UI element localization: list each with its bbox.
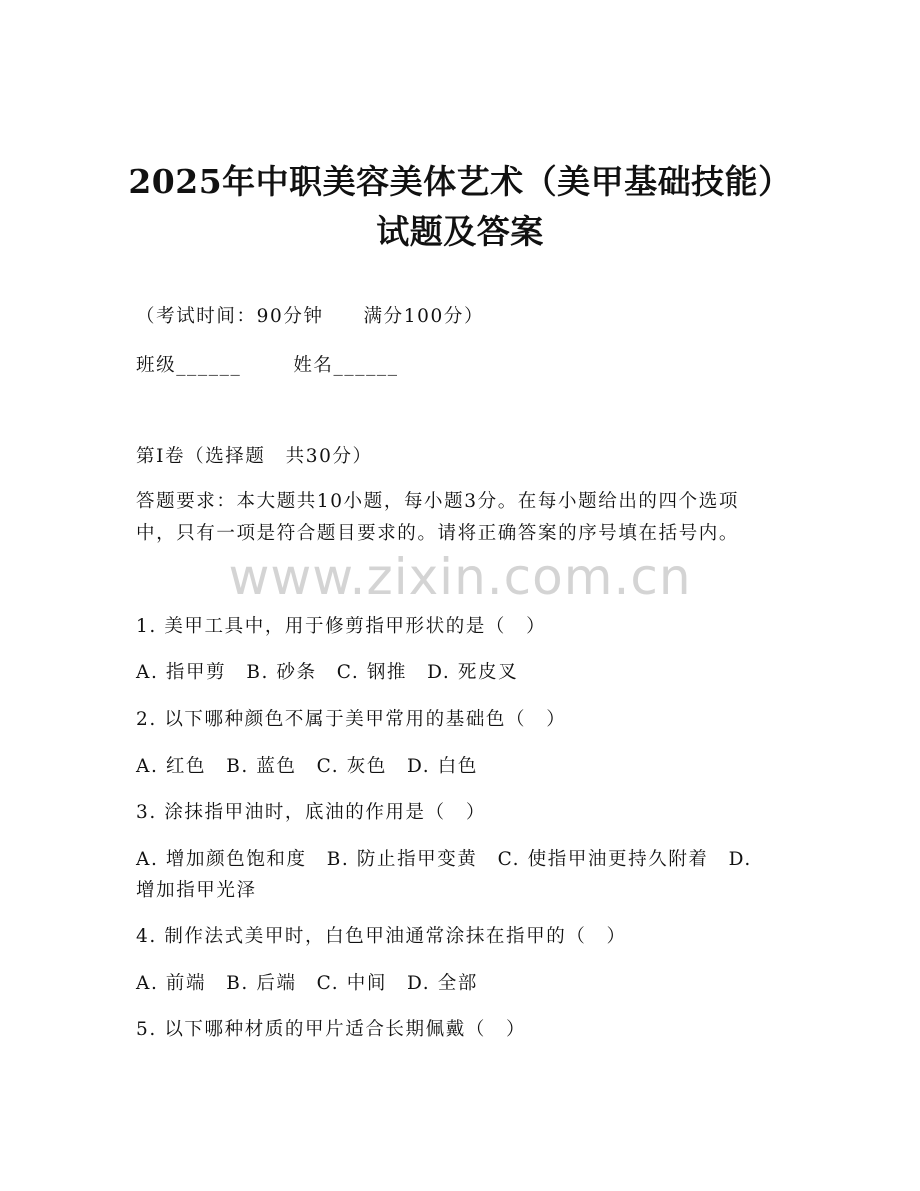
exam-info-line (136, 302, 484, 328)
question-stem: 1. 美甲工具中，用于修剪指甲形状的是（ ） (136, 616, 547, 637)
section-title: 第I卷（选择题 共30分） (136, 446, 373, 467)
question-options-continued: 增加指甲光泽 (136, 880, 257, 901)
exam-time: （考试时间：90分钟 (136, 306, 324, 327)
question-options: A. 前端 B. 后端 C. 中间 D. 全部 (136, 973, 478, 994)
requirement-text-line1: 答题要求：本大题共10小题，每小题3分。在每小题给出的四个选项 (136, 491, 739, 512)
question-options: A. 指甲剪 B. 砂条 C. 钢推 D. 死皮叉 (136, 662, 519, 683)
watermark: www.zixin.com.cn (228, 548, 692, 606)
document-subtitle: 试题及答案 (376, 212, 544, 251)
question-options: A. 红色 B. 蓝色 C. 灰色 D. 白色 (136, 756, 478, 777)
question-stem: 4. 制作法式美甲时，白色甲油通常涂抹在指甲的（ ） (136, 926, 627, 947)
document-title: 2025年中职美容美体艺术（美甲基础技能） (128, 162, 792, 201)
question-options: A. 增加颜色饱和度 B. 防止指甲变黄 C. 使指甲油更持久附着 D. (136, 849, 752, 870)
class-field: 班级______ (136, 355, 242, 376)
question-stem: 3. 涂抹指甲油时，底油的作用是（ ） (136, 802, 486, 823)
question-stem: 2. 以下哪种颜色不属于美甲常用的基础色（ ） (136, 709, 567, 730)
full-marks: 满分100分） (363, 306, 485, 327)
name-field: 姓名______ (293, 355, 399, 376)
requirement-text-line2: 中，只有一项是符合题目要求的。请将正确答案的序号填在括号内。 (136, 523, 740, 544)
student-info-line (136, 351, 399, 377)
question-stem: 5. 以下哪种材质的甲片适合长期佩戴（ ） (136, 1019, 527, 1040)
